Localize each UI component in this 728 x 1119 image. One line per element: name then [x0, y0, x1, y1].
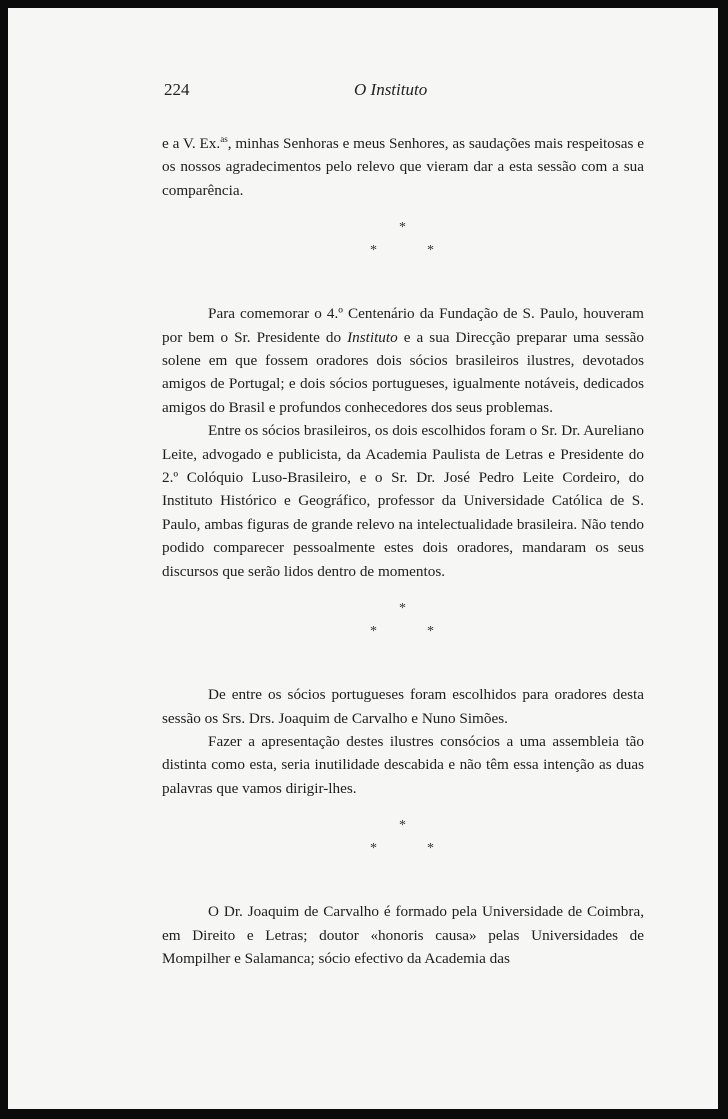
paragraph-4: De entre os sócios portugueses foram escolhidos para oradores desta sessão os Srs. Drs. Joaquim de Carvalho e Nuno Simões. [162, 686, 644, 727]
page-number: 224 [164, 80, 190, 99]
asterisk-icon: * [399, 220, 406, 236]
asterisk-icon: * [399, 601, 406, 617]
asterisk-icon: * [427, 841, 434, 857]
paragraph-1 [162, 132, 644, 202]
paragraph-6: O Dr. Joaquim de Carvalho é formado pela Universidade de Coimbra, em Direito e Letras; doutor «honoris causa» pelas Universidades de Mompilher e Salamanca; sócio efectivo da Academia das [162, 903, 644, 967]
paragraph-1-text-a: e a V. Ex. [162, 135, 221, 152]
paragraph-2-text-a: Para comemorar o 4.º Centenário da Fundação de S. Paulo, houveram por bem o Sr. Presidente do [162, 305, 644, 346]
asterisk-icon: * [427, 243, 434, 259]
page-header [164, 80, 644, 104]
asterisk-icon: * [370, 841, 377, 857]
running-title: O Instituto [354, 80, 428, 99]
body-text [162, 132, 644, 970]
book-page [8, 8, 718, 1109]
paragraph-2 [162, 302, 644, 419]
asterisk-icon: * [370, 243, 377, 259]
asterism-separator [162, 814, 644, 874]
paragraph-2-italic: Instituto [347, 328, 398, 346]
paragraph-1-text-b: , minhas Senhoras e meus Senhores, as saudações mais respeitosas e os nossos agradecimentos pelo relevo que vieram dar a esta sessão com a sua comparência. [162, 135, 644, 199]
asterisk-icon: * [427, 624, 434, 640]
paragraph-1-superscript: as [220, 133, 228, 144]
paragraph-5: Fazer a apresentação destes ilustres consócios a uma assembleia tão distinta como esta, seria inutilidade descabida e não têm essa intenção as duas palavras que vamos dirigir-lhes. [162, 732, 644, 797]
paragraph-3: Entre os sócios brasileiros, os dois escolhidos foram o Sr. Dr. Aureliano Leite, advogado e publicista, da Academia Paulista de Letras e Presidente do 2.º Colóquio Luso-Brasileiro, e o Sr. Dr. José Pedro Leite Cordeiro, do Instituto Histórico e Geográfico, professor da Universidade Católica de S. Paulo, ambas figuras de grande relevo na intelectualidade brasileira. Não tendo podido comparecer pessoalmente estes dois oradores, mandaram os seus discursos que serão lidos dentro de momentos. [162, 422, 644, 580]
paragraph-2-text-b: e a sua Direcção preparar uma sessão solene em que fossem oradores dois sócios brasileiros ilustres, devotados amigos de Portugal; e dois sócios portugueses, igualmente notáveis, dedicados amigos do Brasil e profundos conhecedores dos seus problemas. [162, 328, 644, 416]
asterisk-icon: * [370, 624, 377, 640]
asterism-separator [162, 216, 644, 276]
asterism-separator [162, 597, 644, 657]
asterisk-icon: * [399, 818, 406, 834]
